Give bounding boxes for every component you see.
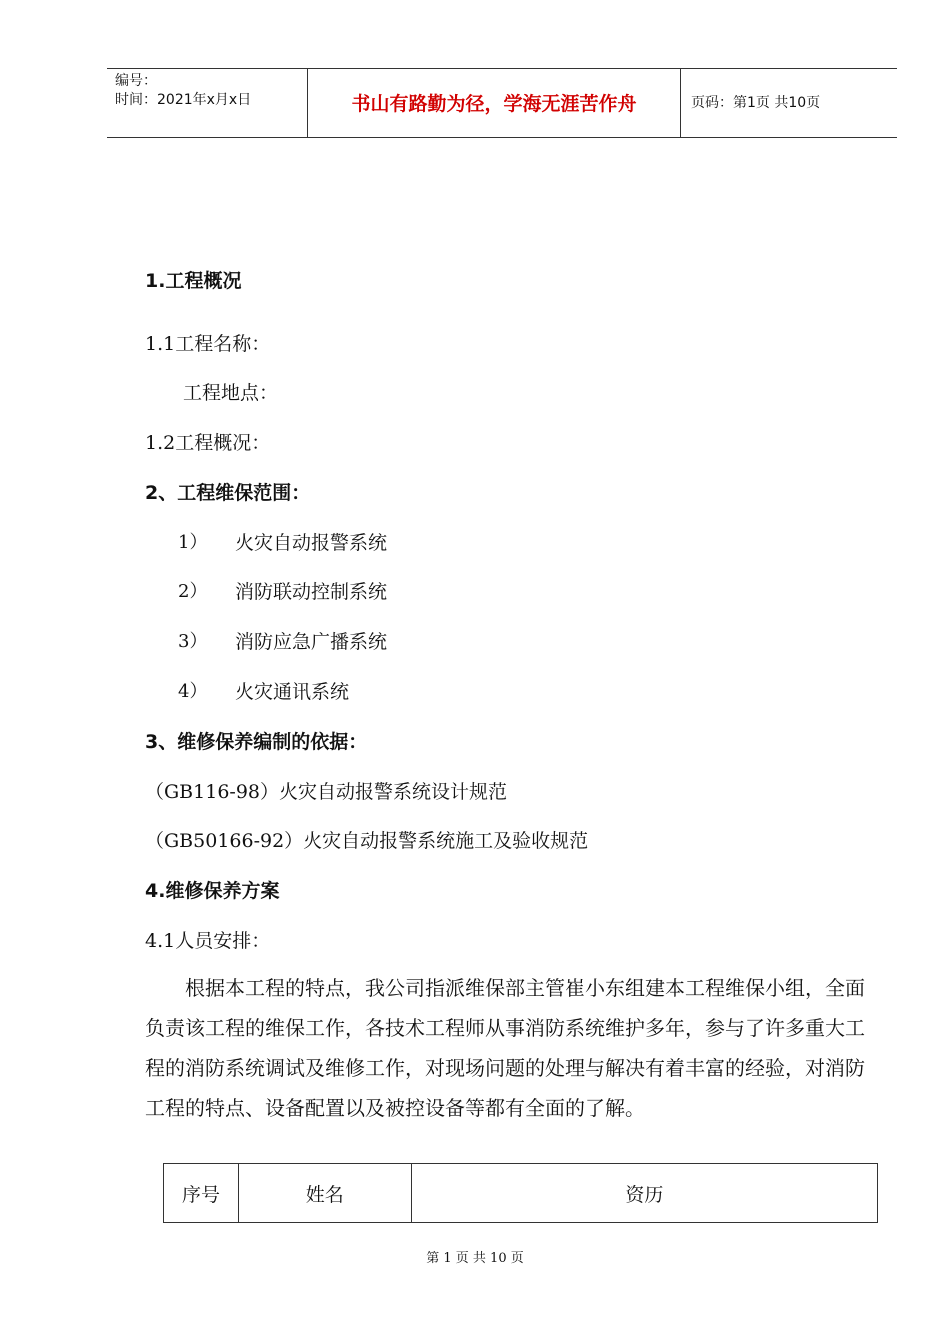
number-label: 编号： (115, 73, 157, 89)
scope-item-text: 火灾通讯系统 (235, 681, 350, 703)
section-heading-2: 2、工程维保范围： (145, 482, 311, 504)
basis-item: （GB116-98）火灾自动报警系统设计规范 (145, 781, 508, 803)
scope-item-number: 3） (178, 631, 208, 652)
staff-paragraph: 根据本工程的特点，我公司指派维保部主管崔小东组建本工程维保小组，全面负责该工程的维保工作，各技术工程师从事消防系统维护多年，参与了许多重大工程的消防系统调试及维修工作，对现场问题的处理与解决有着丰富的经验，对消防工程的特点、设备配置以及被控设备等都有全面的了解。 (145, 976, 865, 1120)
scope-item-number: 1） (178, 532, 208, 553)
project-name-label: 1.1工程名称： (145, 333, 271, 355)
basis-item: （GB50166-92）火灾自动报警系统施工及验收规范 (145, 830, 589, 852)
staff-table (163, 1163, 878, 1223)
scope-item-text: 消防应急广播系统 (235, 631, 388, 653)
date-label: 时间：2021年x月x日 (115, 92, 252, 108)
scope-item-text: 消防联动控制系统 (235, 581, 388, 603)
document-header (107, 68, 897, 138)
column-header-name: 姓名 (238, 1164, 411, 1223)
header-motto-cell (308, 69, 681, 137)
page-label: 页码：第1页 共10页 (691, 95, 821, 111)
motto: 书山有路勤为径，学海无涯苦作舟 (351, 93, 637, 115)
column-header-seq: 序号 (164, 1164, 239, 1223)
project-overview-label: 1.2工程概况： (145, 432, 271, 454)
section-heading-1: 1.工程概况 (145, 270, 242, 292)
section-heading-4: 4.维修保养方案 (145, 880, 280, 902)
header-page-cell (681, 69, 897, 137)
project-location-label: 工程地点： (183, 382, 279, 404)
scope-item-number: 2） (178, 581, 208, 602)
column-header-qualification: 资历 (411, 1164, 877, 1223)
staff-arrangement-label: 4.1人员安排： (145, 930, 271, 952)
page-footer: 第 1 页 共 10 页 (426, 1251, 524, 1266)
scope-item-text: 火灾自动报警系统 (235, 532, 388, 554)
section-heading-3: 3、维修保养编制的依据： (145, 731, 368, 753)
scope-item-number: 4） (178, 681, 208, 702)
table-header-row (164, 1164, 878, 1223)
header-meta-cell (107, 69, 308, 137)
